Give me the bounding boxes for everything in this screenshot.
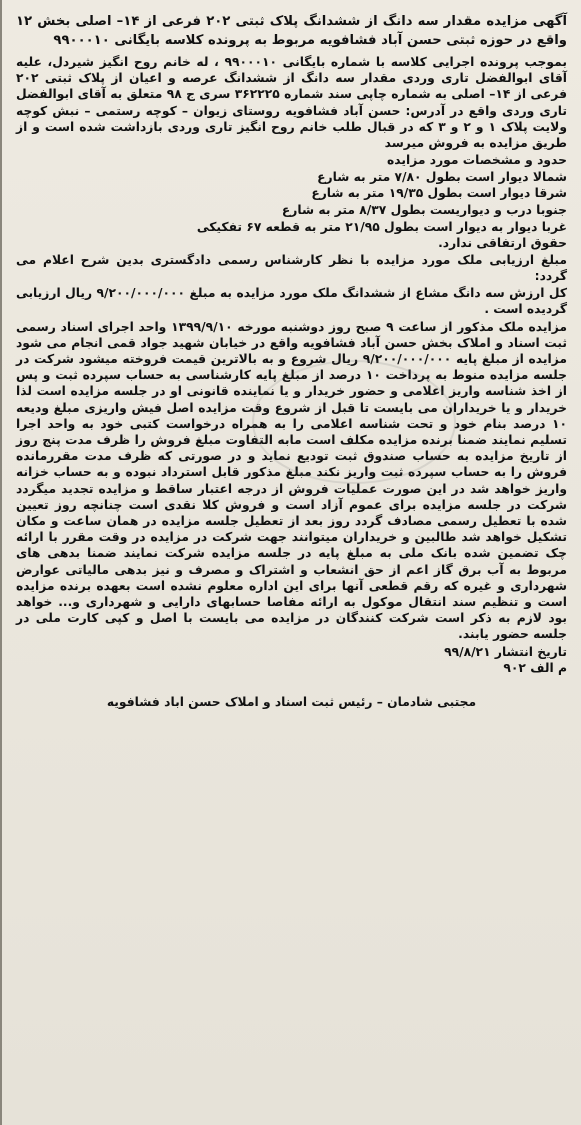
reference-code: م الف ۹۰۲ bbox=[503, 661, 567, 676]
boundary-south: جنوبا درب و دیواریست بطول ۸/۳۷ متر به شارع bbox=[281, 203, 567, 217]
auction-terms: مزایده ملک مذکور از ساعت ۹ صبح روز دوشنبه مورخه ۱۳۹۹/۹/۱۰ واحد اجرای اسناد رسمی ثبت اسناد و املاک بخش حسن آباد فشافویه واقع در خیابان شهید جواد قمی انجام می شود مزایده از مبلغ پایه ۹/۲۰۰/۰۰۰/۰۰۰ ریال شروع و به بالاترین قیمت فروخته میشود شرکت در جلسه مزایده منوط به پرداخت ۱۰ درصد از مبلغ پایه کارشناسی به حساب سپرده ثبت و پس از اخذ شناسه واریز اعلامی و حضور خریدار و یا نماینده قانونی او در جلسه مزایده است لذا خریدار و یا خریداران می بایست تا قبل از شروع وقت مزایده اصل فیش واریزی مبلغ ودیعه ۱۰ درصد بنام خود و تحت شناسه اعلامی را به همراه درخواست کتبی خود به واحد اجرا تسلیم نمایند ضمنا برنده مزایده مکلف است مابه التفاوت مبلغ فروش را ظرف مدت پنج روز از تاریخ مزایده به حساب صندوق ثبت تودیع نماید و در صورتی که ظرف مدت مقررمانده فروش را به حساب سپرده ثبت واریز نکند مبلغ مذکور قابل استرداد نبوده و به حساب خزانه واریز خواهد شد در این صورت عملیات فروش از درجه اعتبار ساقط و مزایده تجدید میگردد شرکت در جلسه مزایده برای عموم آزاد است و فروش کلا نقدی است چنانچه روز تعیین شده با تعطیل رسمی مصادف گردد روز بعد از تعطیل جلسه مزایده در همان ساعت و مکان تشکیل خواهد شد طالبین و خریداران میتوانند جهت شرکت در مزایده در وقت مقرر با ارائه چک تضمین شده بانک ملی به مبلغ پایه در جلسه مزایده شرکت نمایند ضمنا بدهی های مربوط به آب برق گاز اعم از حق انشعاب و اشتراک و مصرف و نیز بدهی مالیاتی عوارض شهرداری و غیره که رقم قطعی آنها برای این اداره معلوم نشده است بعهده برنده مزایده است و تنظیم سند انتقال موکول به ارائه مفاصا حسابهای دارایی و شهرداری و... خواهد بود لازم به ذکر است شرکت کنندگان در مزایده می بایست با اصل و کپی کارت ملی در جلسه حضور یابند. bbox=[16, 319, 568, 642]
notice-intro: بموجب پرونده اجرایی کلاسه با شماره بایگانی ۹۹۰۰۰۱۰ ، له خانم روح انگیز شیردل، علیه آقای ابوالفضل تاری وردی مقدار سه دانگ از ششدانگ عرصه و اعیان از پلاک ثبتی ۲۰۲ فرعی از ۱۴– اصلی به شماره چاپی سند شماره ۳۶۲۲۲۵ سری ج ۹۸ متعلق به آقای ابوالفضل تاری وردی واقع در آدرس: حسن آباد فشافویه روستای زیوان – کوچه رستمی – نبش کوچه ولایت پلاک ۱ و ۲ و ۳ که در قبال طلب خانم روح انگیز تاری وردی بازداشت شده است و از طریق مزایده به فروش میرسد bbox=[16, 55, 568, 151]
easement-rights: حقوق ارتفاقی ندارد. bbox=[438, 236, 567, 251]
total-value: کل ارزش سه دانگ مشاع از ششدانگ ملک مورد مزایده به مبلغ ۹/۲۰۰/۰۰۰/۰۰۰ ریال ارزیابی گردیده است . bbox=[16, 286, 568, 317]
notice-title: آگهی مزایده مقدار سه دانگ از ششدانگ پلاک ثبتی ۲۰۲ فرعی از ۱۴– اصلی بخش ۱۲ واقع در حوزه ثبتی حسن آباد فشافویه مربوط به پرونده کلاسه بایگانی ۹۹۰۰۰۱۰ bbox=[16, 14, 567, 48]
boundary-north: شمالا دیوار است بطول ۷/۸۰ متر به شارع bbox=[317, 169, 567, 184]
boundary-west: غربا دیوار به دیوار است بطول ۲۱/۹۵ متر به قطعه ۶۷ تفکیکی bbox=[196, 219, 567, 234]
publish-date: تاریخ انتشار ۹۹/۸/۲۱ bbox=[444, 644, 567, 659]
boundary-east: شرقا دیوار است بطول ۱۹/۳۵ متر به شارع bbox=[311, 186, 567, 201]
boundaries-heading: حدود و مشخصات مورد مزایده bbox=[387, 153, 567, 168]
valuation-statement: مبلغ ارزیابی ملک مورد مزایده با نظر کارشناس رسمی دادگستری بدین شرح اعلام می گردد: bbox=[16, 252, 567, 283]
signature-line: مجتبی شادمان – رئیس ثبت اسناد و املاک حسن اباد فشافویه bbox=[106, 694, 477, 709]
